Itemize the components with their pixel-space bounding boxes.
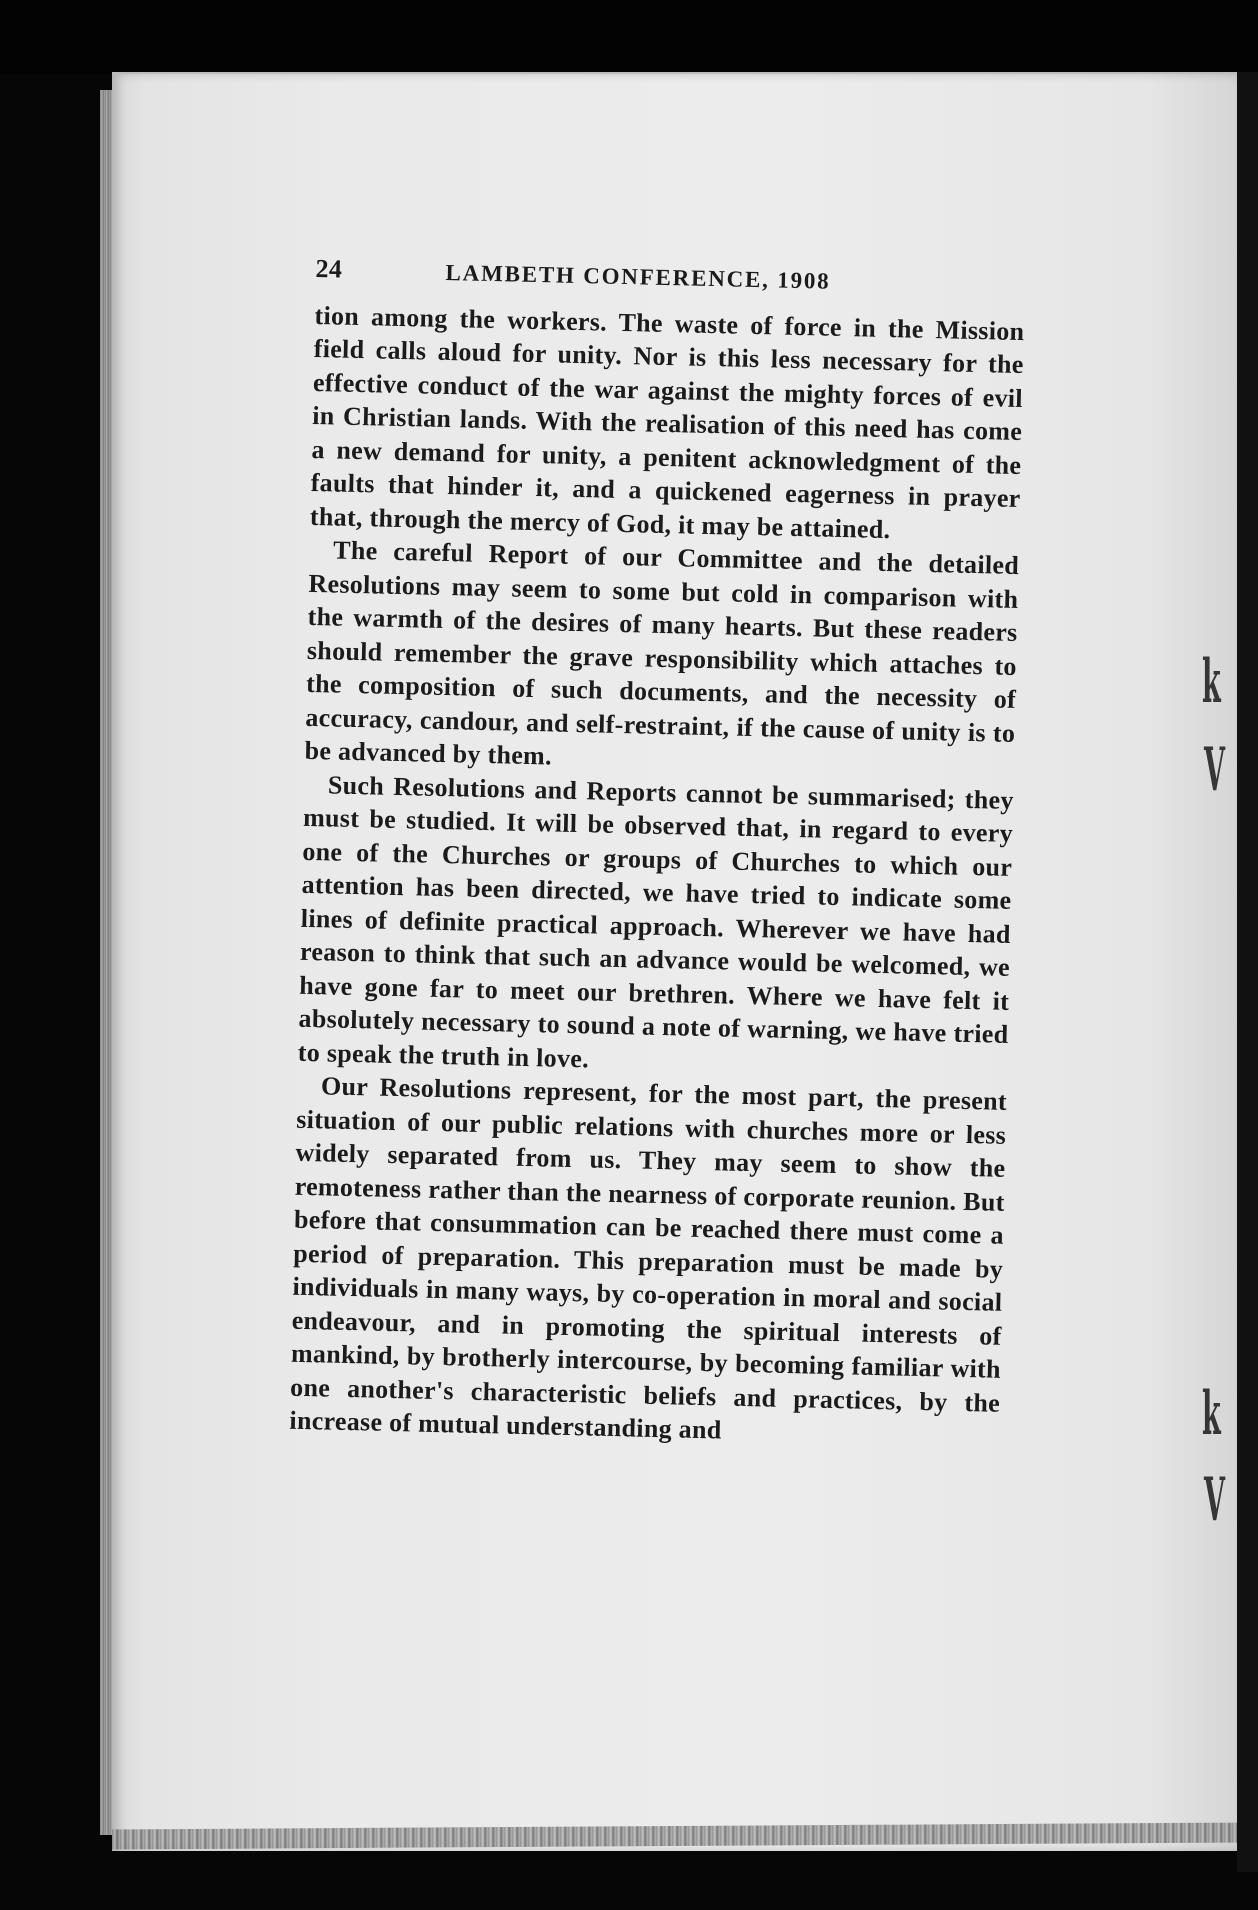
- paragraph-continued: tion among the workers. The waste of force in the Mission field calls aloud for unity. Nor is this less necessary for the effective conduct of the war against the mighty forces of evil in Christian lands. With the realisation of this need has come a new demand for unity, a penitent acknowledgment of the faults that hinder it, and a quickened eagerness in prayer that, through the mercy of God, it may be attained.: [309, 300, 1025, 544]
- bleed-through-mark: k: [1202, 647, 1221, 717]
- scan-top-shadow: [0, 0, 1258, 75]
- bleed-through-mark: V: [1204, 1465, 1225, 1535]
- facing-page-edge: [1237, 72, 1258, 1872]
- page-text: [289, 252, 1026, 1453]
- paragraph: The careful Report of our Committee and the detailed Resolutions may seem to some but cold in comparison with the warmth of the desires of many hearts. But these readers should remember the grave responsibility which attaches to the composition of such documents, and the necessity of accuracy, candour, and self-restraint, if the cause of unity is to be advanced by them.: [304, 535, 1020, 771]
- running-head: LAMBETH CONFERENCE, 1908: [445, 259, 831, 294]
- paragraph: Such Resolutions and Reports cannot be summarised; they must be studied. It will be observed that, in regard to every one of the Churches or groups of Churches to which our attention has been directed, we have tried to indicate some lines of definite practical approach. Wherever we have had reason to think that such an advance would be welcomed, we have gone far to meet our brethren. Where we have felt it absolutely necessary to sound a note of warning, we have tried to speak the truth in love.: [297, 769, 1015, 1073]
- bleed-through-mark: V: [1204, 735, 1225, 805]
- page-number: 24: [315, 253, 343, 284]
- bleed-through-mark: k: [1202, 1379, 1221, 1449]
- paragraph: Our Resolutions represent, for the most part, the present situation of our public relations with churches more or less widely separated from us. They may seem to show the remoteness rather than the nearness of corporate reunion. But before that consummation can be reached there must come a period of preparation. This preparation must be made by individuals in many ways, by co-operation in moral and social endeavour, and in promoting the spiritual interests of mankind, by brotherly intercourse, by becoming familiar with one another's characteristic beliefs and practices, by the increase of mutual understanding and: [289, 1071, 1008, 1445]
